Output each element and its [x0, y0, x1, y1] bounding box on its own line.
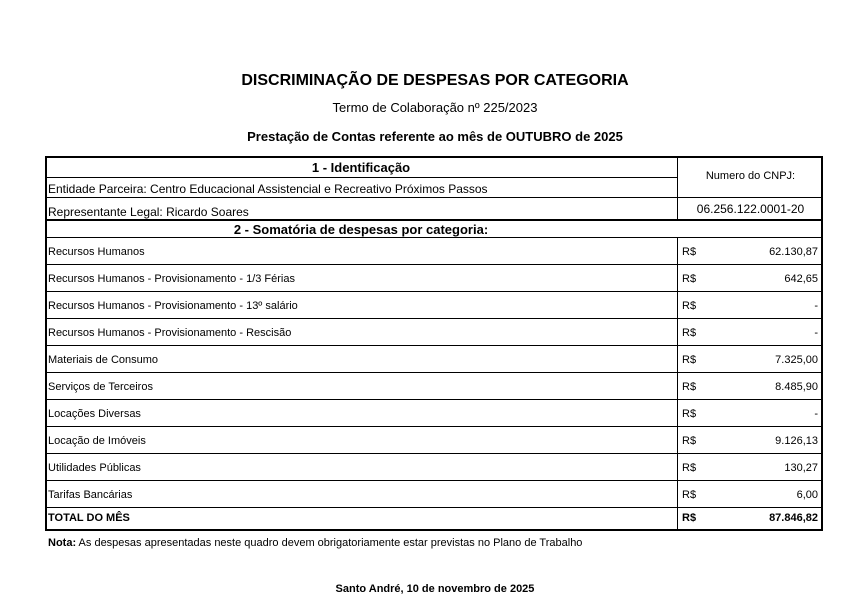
expense-row-currency: R$ — [682, 246, 697, 258]
expense-row-value: - — [814, 300, 818, 312]
expense-row-value: 8.485,90 — [775, 381, 818, 393]
expense-row-value: 7.325,00 — [775, 354, 818, 366]
expense-row-label: Recursos Humanos - Provisionamento - 1/3 Férias — [48, 273, 295, 285]
section2-title: 2 - Somatória de despesas por categoria: — [233, 222, 489, 237]
amount-divider — [677, 238, 678, 530]
document-title: DISCRIMINAÇÃO DE DESPESAS POR CATEGORIA — [241, 72, 629, 89]
expense-row-label: Tarifas Bancárias — [48, 489, 133, 501]
reporting-period: Prestação de Contas referente ao mês de OUTUBRO de 2025 — [247, 129, 623, 144]
expense-row-currency: R$ — [682, 273, 697, 285]
expense-row-value: 9.126,13 — [775, 435, 818, 447]
expense-row-currency: R$ — [682, 300, 697, 312]
note-label: Nota: — [48, 537, 77, 549]
divider — [46, 177, 677, 178]
representative-field: Representante Legal: Ricardo Soares — [48, 205, 249, 219]
expense-row-currency: R$ — [682, 489, 697, 501]
cnpj-value: 06.256.122.0001-20 — [696, 202, 805, 216]
expense-row-currency: R$ — [682, 435, 697, 447]
total-label: TOTAL DO MÊS — [48, 512, 130, 524]
expense-row-currency: R$ — [682, 327, 697, 339]
expense-row-label: Locações Diversas — [48, 408, 141, 420]
row-divider — [46, 318, 822, 319]
cnpj-label: Numero do CNPJ: — [705, 170, 796, 182]
expense-row-label: Utilidades Públicas — [48, 462, 141, 474]
row-divider — [46, 453, 822, 454]
row-divider — [46, 372, 822, 373]
expense-row-value: 642,65 — [784, 273, 818, 285]
expense-row-currency: R$ — [682, 408, 697, 420]
row-divider — [46, 399, 822, 400]
total-value: 87.846,82 — [769, 512, 818, 524]
expense-row-currency: R$ — [682, 381, 697, 393]
document-subtitle: Termo de Colaboração nº 225/2023 — [332, 100, 538, 115]
expense-row-label: Locação de Imóveis — [48, 435, 146, 447]
expense-row-value: - — [814, 327, 818, 339]
row-divider — [46, 480, 822, 481]
expense-row-label: Serviços de Terceiros — [48, 381, 153, 393]
expense-row-currency: R$ — [682, 354, 697, 366]
expense-row-value: - — [814, 408, 818, 420]
total-currency: R$ — [682, 512, 697, 524]
expense-row-value: 130,27 — [784, 462, 818, 474]
section1-title: 1 - Identificação — [311, 160, 411, 175]
expense-row-label: Recursos Humanos — [48, 246, 145, 258]
expense-row-label: Recursos Humanos - Provisionamento - Rescisão — [48, 327, 292, 339]
place-date: Santo André, 10 de novembro de 2025 — [335, 583, 535, 595]
expense-row-label: Materiais de Consumo — [48, 354, 159, 366]
expense-row-value: 62.130,87 — [769, 246, 818, 258]
divider — [46, 219, 822, 221]
entity-field: Entidade Parceira: Centro Educacional Assistencial e Recreativo Próximos Passos — [48, 182, 488, 196]
divider — [46, 197, 822, 198]
expense-row-value: 6,00 — [796, 489, 818, 501]
divider — [46, 237, 822, 238]
footnote — [48, 537, 582, 549]
row-divider — [46, 291, 822, 292]
expense-row-currency: R$ — [682, 462, 697, 474]
note-text: As despesas apresentadas neste quadro devem obrigatoriamente estar previstas no Plano de Trabalho — [76, 537, 583, 549]
row-divider — [46, 426, 822, 427]
row-divider — [46, 345, 822, 346]
row-divider — [46, 264, 822, 265]
expense-row-label: Recursos Humanos - Provisionamento - 13º salário — [48, 300, 298, 312]
row-divider — [46, 507, 822, 508]
